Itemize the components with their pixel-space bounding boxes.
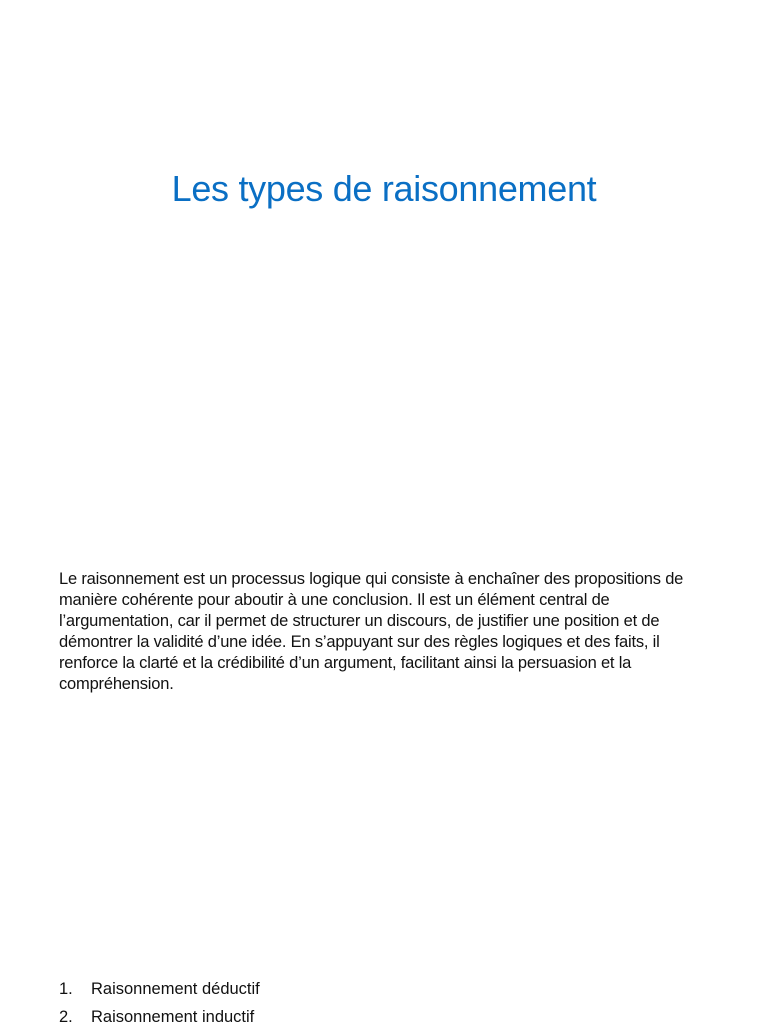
- list-item-label: Raisonnement déductif: [91, 980, 260, 998]
- list-item-number: 2.: [59, 1008, 73, 1026]
- list-item: [59, 1003, 260, 1031]
- list-item-number: 1.: [59, 980, 73, 998]
- intro-paragraph: Le raisonnement est un processus logique qui consiste à enchaîner des propositions de manière cohérente pour aboutir à une conclusion. Il est un élément central de l’argumentation, car il permet de structurer un discours, de justifier une position et de démontrer la validité d’une idée. En s’appuyant sur des règles logiques et des faits, il renforce la clarté et la crédibilité d’un argument, facilitant ainsi la persuasion et la compréhension.: [59, 570, 684, 693]
- page-title: Les types de raisonnement: [171, 168, 597, 209]
- list-item-label: Raisonnement inductif: [91, 1008, 255, 1026]
- reasoning-types-list: [59, 975, 260, 1031]
- list-item: [59, 975, 260, 1003]
